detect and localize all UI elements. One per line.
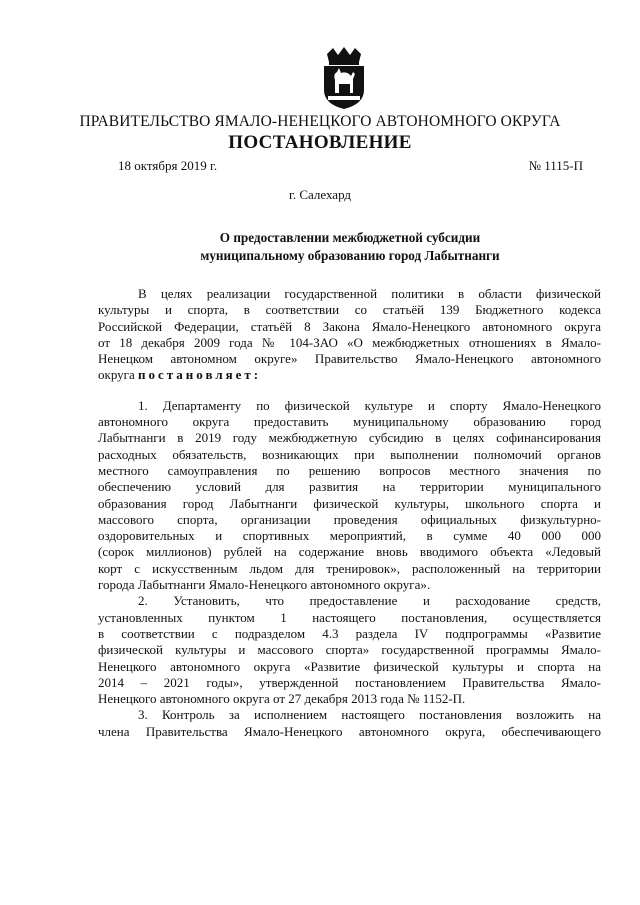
text-line: автономного округа предоставить муниципальному образованию город — [98, 414, 601, 430]
text-line: физической культуры и массового спорта» государственной программы Ямало- — [98, 642, 601, 658]
document-type-title: ПОСТАНОВЛЕНИЕ — [228, 132, 412, 153]
text-line: оздоровительных и спортивных мероприятий, в сумме 40 000 000 — [98, 528, 601, 544]
document-body — [98, 286, 601, 740]
government-name: ПРАВИТЕЛЬСТВО ЯМАЛО-НЕНЕЦКОГО АВТОНОМНОГО ОКРУГА — [79, 113, 561, 130]
text-line: корт с искусственным льдом для тренировок», расположенный на территории — [98, 560, 601, 576]
text-line: Ненецкого автономного округа «Развитие физической культуры и спорта на — [98, 658, 601, 674]
item-3-paragraph — [98, 707, 601, 740]
text-line: Ненецком автономном округе» Правительство Ямало-Ненецкого автономного — [98, 351, 601, 367]
text-line: Лабытнанги в 2019 году межбюджетную субсидию в целях софинансирования — [98, 430, 601, 446]
text-line: Российской Федерации, статьёй 8 Закона Ямало-Ненецкого автономного округа — [98, 318, 601, 334]
text-line: обеспечению условий для развития на территории муниципального — [98, 479, 601, 495]
item-2-paragraph — [98, 593, 601, 707]
text-line: 1. Департаменту по физической культуре и спорту Ямало-Ненецкого — [138, 397, 601, 413]
text-line: В целях реализации государственной политики в области физической — [138, 286, 601, 301]
text-line: культуры и спорта, в соответствии со статьёй 139 Бюджетного кодекса — [98, 302, 601, 318]
subject-line: О предоставлении межбюджетной субсидии — [219, 230, 481, 245]
text-line: от 18 декабря 2009 года № 104-ЗАО «О межбюджетных отношениях в Ямало- — [98, 334, 601, 350]
text-line: образования город Лабытнанги физической культуры, школьного спорта и — [98, 495, 601, 511]
text-line: массового спорта, организации проведения официальных физкультурно- — [98, 511, 601, 527]
text-line: (сорок миллионов) рублей на содержание вновь вводимого объекта «Ледовый — [98, 544, 601, 560]
text-line: члена Правительства Ямало-Ненецкого автономного округа, обеспечивающего — [98, 723, 601, 739]
item-1-paragraph — [98, 398, 601, 594]
document-number: № 1115-П — [528, 158, 583, 173]
text-line — [98, 367, 601, 383]
text-line: города Лабытнанги Ямало-Ненецкого автономного округа». — [98, 577, 431, 593]
text-line: 2014 – 2021 годы», утвержденной постановлением Правительства Ямало- — [98, 674, 601, 690]
text-line: расходных обязательств, возникающих при выполнении полномочий органов — [98, 446, 601, 462]
document-subject — [100, 229, 600, 264]
preamble-paragraph — [98, 286, 601, 384]
text-line: установленных пунктом 1 настоящего постановления, осуществляется — [98, 609, 601, 625]
text-line: местного самоуправления по решению вопросов местного значения по — [98, 462, 601, 478]
text-line: 2. Установить, что предоставление и расходование средств, — [138, 593, 601, 609]
document-date: 18 октября 2019 г. — [118, 158, 218, 173]
coat-of-arms-icon — [321, 46, 367, 110]
preamble-prefix: округа — [98, 367, 138, 383]
text-line: в соответствии с подразделом 4.3 раздела IV подпрограммы «Развитие — [98, 625, 601, 641]
document-city: г. Салехард — [288, 187, 352, 202]
text-line: Ненецкого автономного округа от 27 декабря 2013 года № 1152-П. — [98, 691, 466, 707]
resolves-word: постановляет: — [138, 367, 262, 383]
subject-line: муниципальному образованию город Лабытнанги — [200, 247, 500, 263]
text-line: 3. Контроль за исполнением настоящего постановления возложить на — [138, 707, 601, 723]
